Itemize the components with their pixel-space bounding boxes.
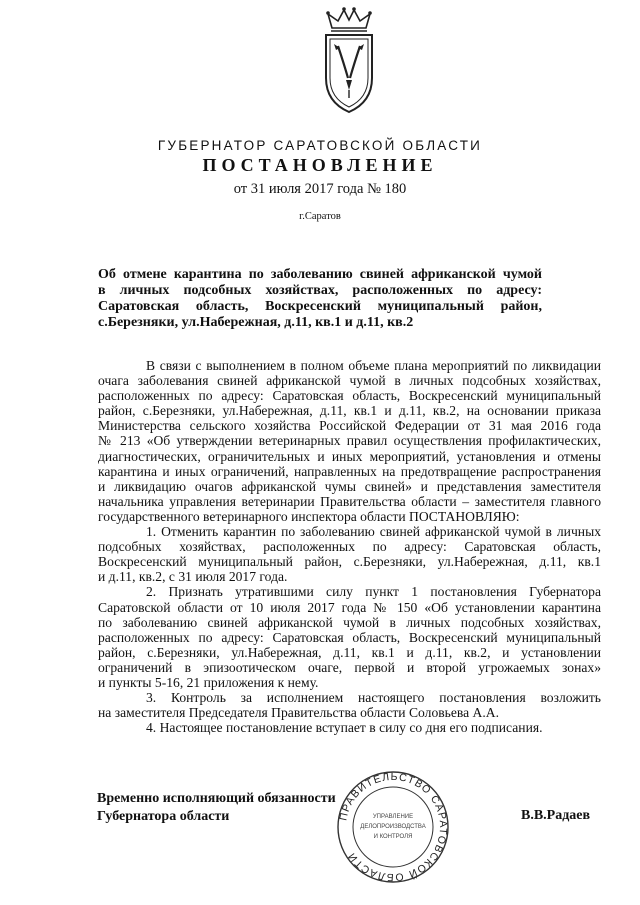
body-line: № 213 «Об утверждении ветеринарных правил осуществления профилактических, bbox=[98, 433, 601, 449]
signatory-title-line: Временно исполняющий обязанности bbox=[97, 791, 336, 806]
body-line: район, с.Березняки, ул.Набережная, д.11, кв.1 и д.11, кв.2, на основании приказа bbox=[98, 403, 601, 419]
subject-line: Об отмене карантина по заболеванию свиней африканской чумой bbox=[98, 267, 542, 282]
body-line: и ликвидацию очагов африканской чумы свиней» и представления заместителя bbox=[98, 478, 601, 494]
body-line: расположенных по адресу: Саратовская область, Воскресенский муниципальный bbox=[98, 388, 601, 404]
body-line: 4. Настоящее постановление вступает в силу со дня его подписания. bbox=[146, 720, 543, 736]
body-line: В связи с выполнением в полном объеме плана мероприятий по ликвидации bbox=[146, 358, 601, 373]
document-date-number: от 31 июля 2017 года № 180 bbox=[233, 181, 407, 197]
body-line: расположенных по адресу: Саратовская область, Воскресенский муниципальный bbox=[98, 629, 601, 645]
body-line: очага заболевания свиней африканской чумой в личных подсобных хозяйствах, bbox=[98, 373, 601, 389]
subject-line: с.Березняки, ул.Набережная, д.11, кв.1 и д.11, кв.2 bbox=[98, 315, 414, 330]
subject-line: Саратовская область, Воскресенский муниципальный район, bbox=[98, 299, 542, 314]
document-subject bbox=[98, 267, 542, 331]
document-body bbox=[98, 358, 601, 735]
body-line: 3. Контроль за исполнением настоящего постановления возложить bbox=[146, 690, 601, 706]
body-line: карантина и иных ограничений, направленных на предотвращение распространения bbox=[98, 463, 601, 479]
issuing-authority: ГУБЕРНАТОР САРАТОВСКОЙ ОБЛАСТИ bbox=[157, 138, 483, 153]
body-line: Саратовской области от 10 июля 2017 года № 150 «Об установлении карантина bbox=[98, 599, 601, 615]
coat-of-arms-emblem bbox=[318, 6, 380, 116]
body-line: государственного ветеринарного инспектора области ПОСТАНОВЛЯЮ: bbox=[98, 508, 520, 524]
body-line: Воскресенский муниципальный район, с.Березняки, ул.Набережная, д.11, кв.1 bbox=[98, 554, 601, 570]
body-line: 1. Отменить карантин по заболеванию свиней африканской чумой в личных bbox=[146, 524, 601, 540]
signatory-name: В.В.Радаев bbox=[521, 808, 591, 823]
body-line: диагностических, ограничительных и иных мероприятий, установления и отмены bbox=[98, 448, 601, 464]
official-stamp bbox=[336, 770, 450, 884]
signatory-title-line: Губернатора области bbox=[97, 809, 230, 824]
subject-line: в личных подсобных хозяйствах, расположенных по адресу: bbox=[98, 283, 542, 298]
body-line: Министерства сельского хозяйства Российской Федерации от 31 мая 2016 года bbox=[98, 418, 601, 434]
body-line: начальника управления ветеринарии Правительства области – заместителя главного bbox=[98, 493, 601, 509]
body-line: ограничений в эпизоотическом очаге, первой и второй угрожаемых зонах» bbox=[98, 659, 601, 675]
stamp-inner-line: ДЕЛОПРОИЗВОДСТВА bbox=[360, 824, 426, 830]
body-line: район, с.Березняки, ул.Набережная, д.11, кв.1 и д.11, кв.2, и установлении bbox=[98, 644, 601, 660]
body-line: 2. Признать утратившими силу пункт 1 постановления Губернатора bbox=[146, 584, 601, 600]
body-line: на заместителя Председателя Правительства области Соловьева А.А. bbox=[98, 705, 499, 721]
document-type: ПОСТАНОВЛЕНИЕ bbox=[202, 155, 438, 175]
stamp-outer-text: ПРАВИТЕЛЬСТВО САРАТОВСКОЙ ОБЛАСТИ bbox=[337, 770, 450, 884]
body-line: и д.11, кв.2, с 31 июля 2017 года. bbox=[98, 569, 288, 585]
issue-city: г.Саратов bbox=[299, 211, 341, 222]
stamp-inner-line: УПРАВЛЕНИЕ bbox=[372, 814, 414, 820]
body-line: по заболеванию свиней африканской чумой в личных подсобных хозяйствах, bbox=[98, 614, 601, 630]
body-line: и пункты 5-16, 21 приложения к нему. bbox=[98, 674, 319, 690]
signatory-title bbox=[97, 790, 336, 826]
stamp-inner-line: И КОНТРОЛЯ bbox=[373, 834, 413, 840]
body-line: подсобных хозяйствах, расположенных по адресу: Саратовская область, bbox=[98, 539, 601, 555]
